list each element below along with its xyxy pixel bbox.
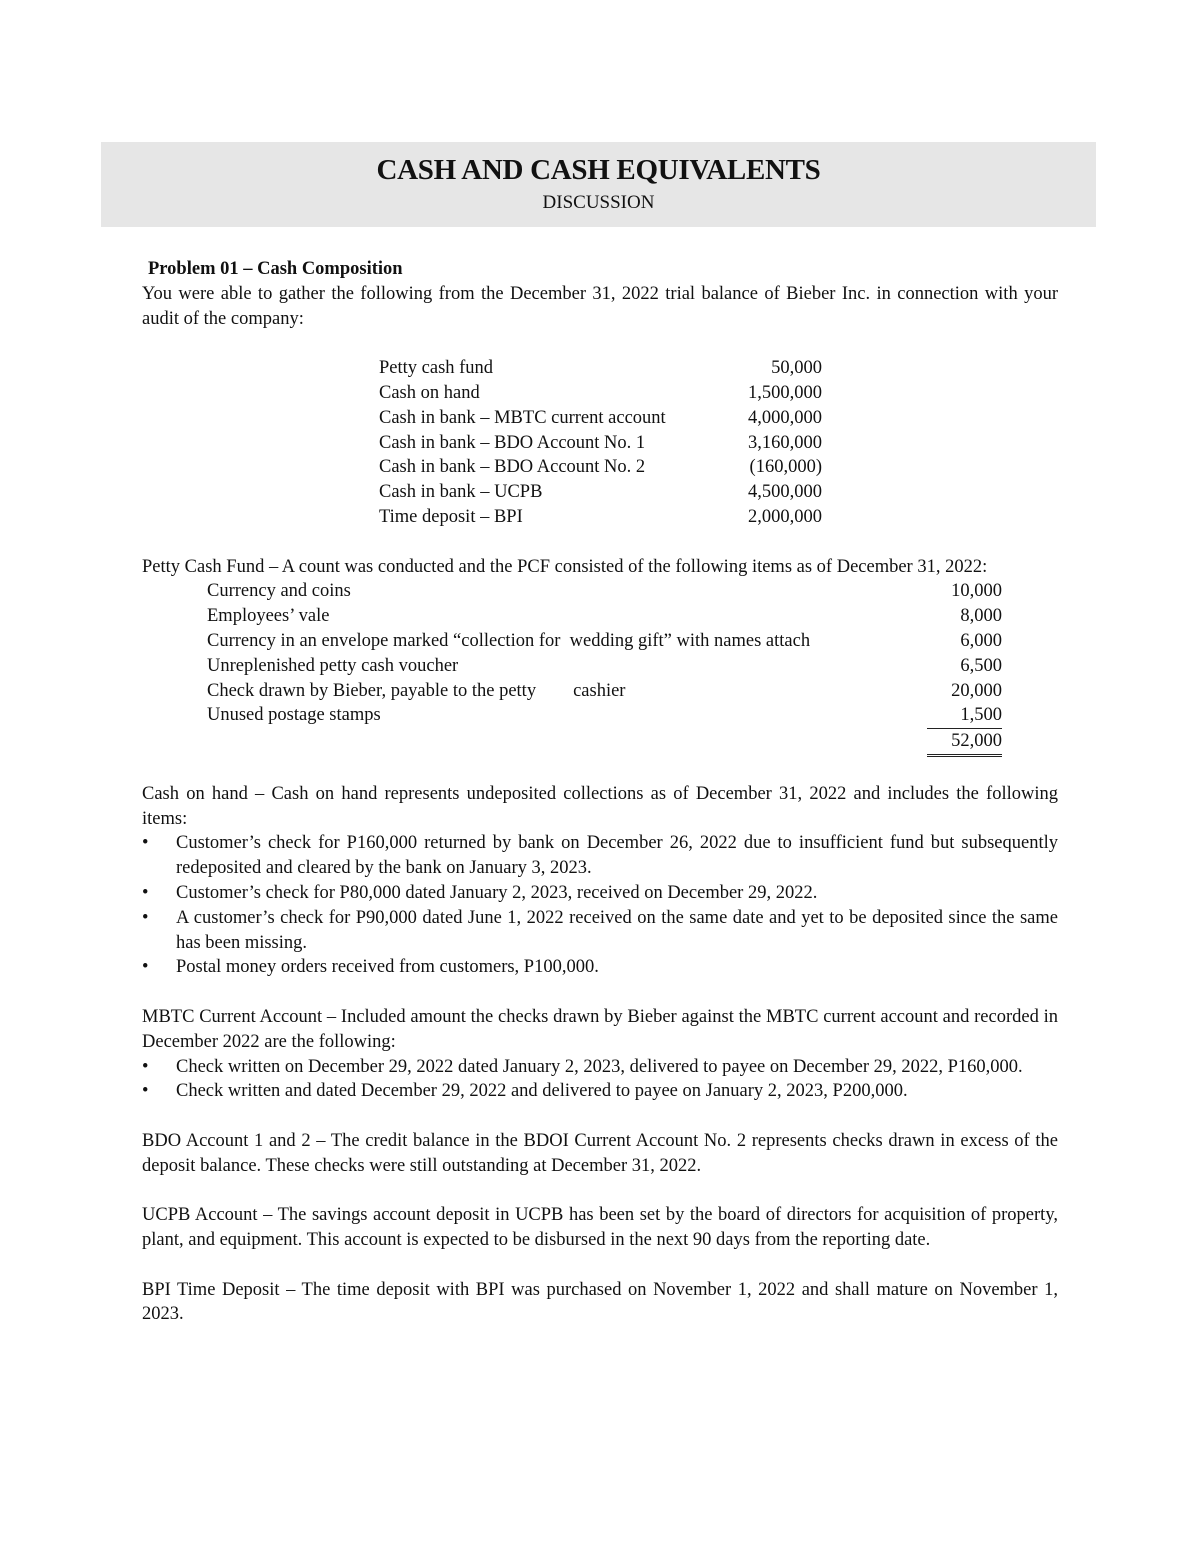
list-item-text: Check written and dated December 29, 2022 and delivered to payee on January 2, 2023, P200,000. — [176, 1081, 908, 1102]
account-amount: (160,000) — [749, 457, 822, 478]
list-item-text: A customer’s check for P90,000 dated June 1, 2022 received on the same date and yet to be deposited since the same has been missing. — [176, 907, 1058, 953]
petty-cash-item-amount: 6,000 — [960, 630, 1002, 651]
account-label: Cash in bank – BDO Account No. 2 — [379, 457, 646, 478]
bullet-icon: • — [142, 907, 149, 928]
list-item — [142, 1055, 1058, 1080]
petty-cash-row — [207, 629, 1002, 654]
mbtc-intro: MBTC Current Account – Included amount the checks drawn by Bieber against the MBTC current account and recorded in December 2022 are the following: — [142, 1006, 1058, 1052]
petty-cash-intro: Petty Cash Fund – A count was conducted and the PCF consisted of the following items as of December 31, 2022: — [142, 556, 988, 577]
petty-cash-row — [207, 604, 1002, 629]
document-title: CASH AND CASH EQUIVALENTS — [376, 154, 821, 186]
trial-balance-row — [379, 505, 822, 530]
trial-balance-row — [379, 431, 822, 456]
account-label: Petty cash fund — [379, 358, 494, 379]
account-amount: 4,000,000 — [748, 407, 822, 428]
trial-balance-row — [379, 406, 822, 431]
list-item-text: Customer’s check for P80,000 dated January 2, 2023, received on December 29, 2022. — [176, 882, 818, 903]
account-amount: 1,500,000 — [748, 382, 822, 403]
problem-title: Problem 01 – Cash Composition — [148, 259, 403, 279]
cash-on-hand-intro: Cash on hand – Cash on hand represents undeposited collections as of December 31, 2022 and includes the following items: — [142, 783, 1058, 829]
petty-cash-row — [207, 579, 1002, 604]
cash-on-hand-list — [142, 831, 1058, 980]
document-body — [142, 257, 1058, 1327]
petty-cash-row — [207, 654, 1002, 679]
bullet-icon: • — [142, 882, 149, 903]
petty-cash-item-label: Currency in an envelope marked “collection for wedding gift” with names attach — [207, 630, 811, 651]
account-label: Cash in bank – BDO Account No. 1 — [379, 432, 646, 453]
petty-cash-row — [207, 703, 1002, 728]
petty-cash-item-amount: 8,000 — [960, 606, 1002, 627]
ucpb-paragraph: UCPB Account – The savings account deposit in UCPB has been set by the board of directors for acquisition of property, plant, and equipment. This account is expected to be disbursed in the next 90 days from the reporting date. — [142, 1205, 1058, 1251]
petty-cash-item-amount: 20,000 — [951, 680, 1002, 701]
petty-cash-item-label: Check drawn by Bieber, payable to the petty cashier — [207, 680, 626, 701]
bullet-icon: • — [142, 833, 149, 854]
mbtc-list — [142, 1055, 1058, 1105]
bullet-icon: • — [142, 1056, 149, 1077]
petty-cash-total: 52,000 — [927, 729, 1002, 756]
list-item-text: Check written on December 29, 2022 dated January 2, 2023, delivered to payee on December 29, 2022, P160,000. — [176, 1056, 1023, 1077]
list-item — [142, 1079, 1058, 1104]
account-label: Cash in bank – UCPB — [379, 482, 543, 503]
petty-cash-item-amount: 1,500 — [927, 703, 1002, 728]
bullet-icon: • — [142, 1081, 149, 1102]
account-label: Time deposit – BPI — [379, 506, 523, 527]
trial-balance-row — [379, 381, 822, 406]
petty-cash-item-label: Currency and coins — [207, 581, 351, 602]
petty-cash-item-label: Unused postage stamps — [207, 705, 381, 726]
trial-balance-row — [379, 480, 822, 505]
account-amount: 4,500,000 — [748, 482, 822, 503]
document-subtitle: DISCUSSION — [542, 192, 655, 213]
petty-cash-row — [207, 679, 1002, 704]
petty-cash-item-amount: 6,500 — [960, 655, 1002, 676]
trial-balance-row — [379, 356, 822, 381]
petty-cash-total-row — [207, 729, 1002, 756]
bdo-paragraph: BDO Account 1 and 2 – The credit balance in the BDOI Current Account No. 2 represents checks drawn in excess of the deposit balance. These checks were still outstanding at December 31, 2022. — [142, 1130, 1058, 1176]
bullet-icon: • — [142, 957, 149, 978]
document-header — [101, 142, 1096, 227]
account-amount: 50,000 — [771, 358, 822, 379]
petty-cash-total-spacer — [207, 729, 927, 756]
list-item — [142, 831, 1058, 881]
list-item — [142, 955, 1058, 980]
list-item-text: Customer’s check for P160,000 returned by bank on December 26, 2022 due to insufficient fund but subsequently redeposited and cleared by the bank on January 3, 2023. — [176, 833, 1058, 879]
account-label: Cash in bank – MBTC current account — [379, 407, 666, 428]
problem-intro: You were able to gather the following from the December 31, 2022 trial balance of Bieber Inc. in connection with your audit of the company: — [142, 283, 1058, 329]
account-label: Cash on hand — [379, 382, 480, 403]
account-amount: 2,000,000 — [748, 506, 822, 527]
trial-balance-table — [379, 356, 822, 530]
list-item-text: Postal money orders received from customers, P100,000. — [176, 957, 599, 978]
petty-cash-item-label: Employees’ vale — [207, 606, 330, 627]
account-amount: 3,160,000 — [748, 432, 822, 453]
list-item — [142, 906, 1058, 956]
petty-cash-item-amount: 10,000 — [951, 581, 1002, 602]
bpi-paragraph: BPI Time Deposit – The time deposit with BPI was purchased on November 1, 2022 and shall mature on November 1, 2023. — [142, 1279, 1058, 1325]
trial-balance-row — [379, 455, 822, 480]
petty-cash-item-label: Unreplenished petty cash voucher — [207, 655, 459, 676]
petty-cash-table — [207, 579, 1002, 757]
list-item — [142, 881, 1058, 906]
